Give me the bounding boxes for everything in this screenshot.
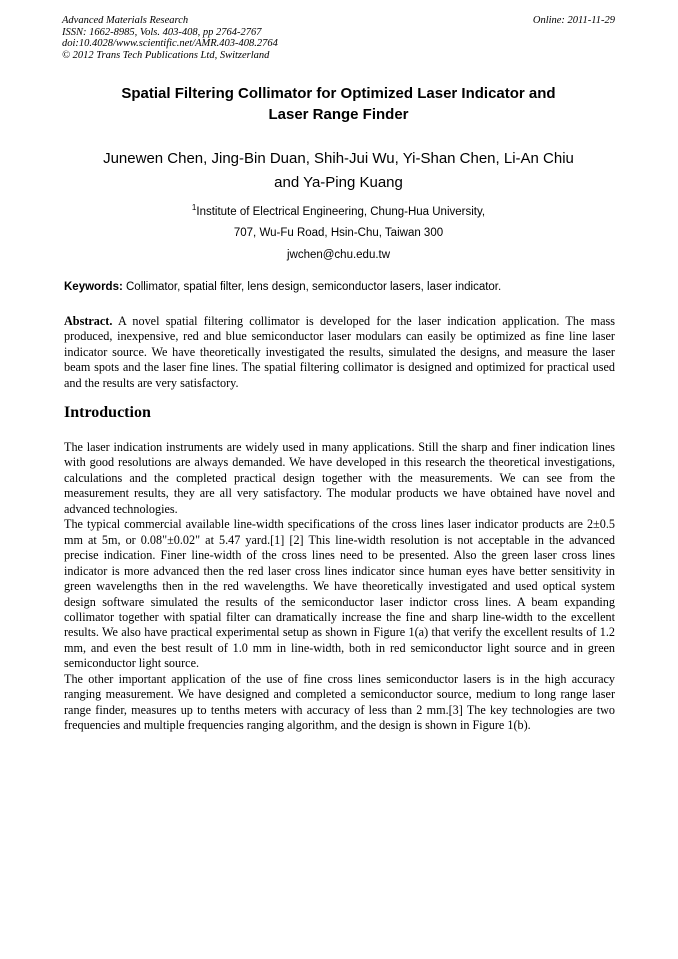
authors-line-2: and Ya-Ping Kuang	[274, 174, 403, 191]
journal-name: Advanced Materials Research	[62, 15, 189, 26]
affiliation	[62, 197, 615, 266]
abstract-label: Abstract.	[64, 314, 113, 328]
copyright-line: © 2012 Trans Tech Publications Ltd, Switzerland	[62, 49, 270, 61]
title-line-1: Spatial Filtering Collimator for Optimized Laser Indicator and	[121, 85, 556, 102]
affiliation-superscript: 1	[191, 203, 197, 212]
doi-line: doi:10.4028/www.scientific.net/AMR.403-408.2764	[62, 38, 278, 49]
keywords-text: Collimator, spatial filter, lens design, semiconductor lasers, laser indicator.	[126, 281, 502, 293]
address-line: 707, Wu-Fu Road, Hsin-Chu, Taiwan 300	[233, 227, 444, 240]
institute-name: Institute of Electrical Engineering, Chung-Hua University,	[196, 205, 486, 218]
keywords	[64, 281, 615, 293]
issn-line: ISSN: 1662-8985, Vols. 403-408, pp 2764-2767	[62, 26, 262, 38]
paper-title	[62, 83, 615, 125]
email-line: jwchen@chu.edu.tw	[286, 248, 391, 261]
abstract-text: A novel spatial filtering collimator is developed for the laser indication application. The mass produced, inexpensive, red and blue semiconductor laser modulars can easily be optimized as fine line laser indicator source. We have theoretically investigated the results, simulated the designs, and measure the laser beam spots and the laser fine lines. The spatial filtering collimator is designed and optimized for practical used and the results are very satisfactory.	[64, 314, 615, 390]
paragraph: The other important application of the use of fine cross lines semiconductor lasers is in the high accuracy ranging measurement. We have designed and completed a semiconductor source, medium to long range laser range finder, measures up to tenths meters with accuracy of less than 2 mm.[3] The key technologies are two frequencies and multiple frequencies ranging algorithm, and the design is shown in Figure 1(b).	[64, 671, 615, 733]
paragraph: The typical commercial available line-width specifications of the cross lines laser indicator products are 2±0.5 mm at 5m, or 0.08"±0.02" at 5.47 yard.[1] [2] This line-width resolution is not acceptable in the advanced precise indication. Finer line-width of the cross lines need to be presented. Also the green laser cross lines indicator is more advanced then the red laser cross lines indicator since human eyes have better sensitivity in green wavelengths then in the red wavelengths. We have theoretically investigated and used optical system design software simulated the results of the semiconductor laser indictor cross lines. A beam expanding collimator together with spatial filter can dramatically increase the fine and sharp line-width to the excellent results. We also have practical experimental setup as shown in Figure 1(a) that verify the excellent results of 1.2 mm, and even the best result of 1.0 mm in line-width, both in red semiconductor light source and in green semiconductor light source.	[64, 517, 615, 671]
paragraph: The laser indication instruments are widely used in many applications. Still the sharp and finer indication lines with good resolutions are always demanded. We have developed in this research the theoretical investigations, calculations and the completed practical design together with the measurements. We can see from the measurement results, they are all very satisfactory. The modular products we have obtained have novel and advanced technologies.	[64, 440, 615, 516]
keywords-label: Keywords:	[64, 281, 123, 293]
online-date: Online: 2011-11-29	[532, 15, 615, 26]
institute-line	[62, 197, 615, 223]
author-list	[62, 147, 615, 195]
title-line-2: Laser Range Finder	[268, 106, 409, 123]
journal-header	[62, 15, 278, 61]
abstract	[64, 314, 615, 391]
introduction-body	[64, 440, 615, 734]
authors-line-1: Junewen Chen, Jing-Bin Duan, Shih-Jui Wu, Yi-Shan Chen, Li-An Chiu	[103, 150, 574, 167]
section-heading-introduction: Introduction	[64, 404, 151, 421]
